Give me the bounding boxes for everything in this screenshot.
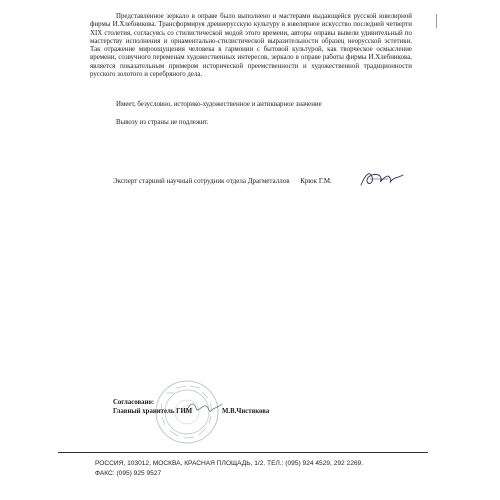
export-paragraph: [90, 119, 412, 127]
footer-address: РОССИЯ, 103012, МОСКВА, КРАСНАЯ ПЛОЩАДЬ, 1/2. ТЕЛ.: (095) 924 4529, 292 2269.: [95, 460, 364, 467]
footer-divider: [58, 452, 428, 453]
chief-keeper-position: Главный хранитель ГИМ: [113, 408, 193, 415]
scan-mark: [436, 14, 437, 28]
value-paragraph: [90, 101, 412, 109]
chief-keeper-name: М.В.Чистякова: [222, 408, 270, 415]
value-text: Имеет, безусловно, историко-художественное и антикварное значение: [116, 101, 322, 108]
expert-line: [113, 177, 341, 185]
description-paragraph: [90, 13, 412, 79]
chief-keeper-signature: [184, 398, 224, 418]
agreed-label: Согласовано:: [113, 399, 155, 406]
expert-signature: [358, 168, 406, 190]
footer-fax: ФАКС: (095) 925 9527: [95, 470, 162, 477]
expert-name: Крюк Г.М.: [300, 177, 332, 185]
export-text: Вывозу из страны не подлежит.: [116, 119, 209, 126]
description-text: Представленное зеркало в оправе было выполнено и мастерами выдающейся русской ювелирной фирмы И.Хлебникова. Трансформируя древнерусскую культуру в ювелирное искусство последней четверти XIX столетия, согласуясь со стилистической модой этого времени, авторы оправы вывели удивительный по мастерству исполнения и орнаментально-стилистической выразительности образец неорусской эстетики. Так отражение мироощущения человека в гармонии с бытовой культурой, как творческое осмысление времени, созвучного переменам художественных интересов, зеркало в оправе работы фирмы И.Хлебникова, является показательным примером исторической преемственности и художественной традиционности русского золотого и серебряного дела.: [90, 13, 412, 79]
expert-title: Эксперт старший научный сотрудник отдела Драгметаллов: [113, 177, 290, 185]
